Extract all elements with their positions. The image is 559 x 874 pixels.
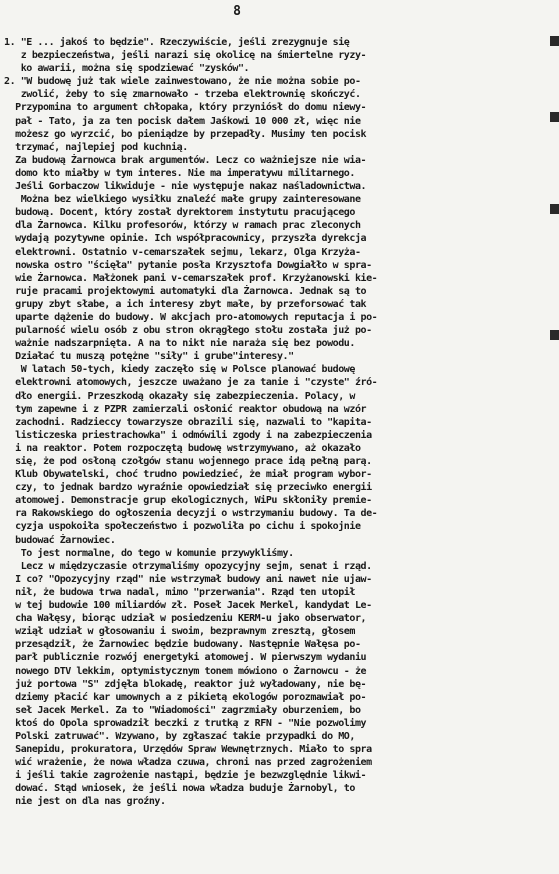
- text-line: cyzja uspokoiła społeczeństwo i pozwoliła po cichu i spokojnie: [4, 521, 361, 533]
- text-line: Polski zatruwać". Wzywano, by zgłaszać takie przypadki do MO,: [4, 730, 355, 742]
- text-line: i na reaktor. Potem rozpoczętą budowę wstrzymywano, aż okazało: [4, 442, 361, 454]
- text-line: grupy zbyt słabe, a ich interesy zbyt małe, by przeforsować tak: [4, 298, 367, 310]
- text-line: Można bez wielkiego wysiłku znaleźć małe grupy zainteresowane: [4, 194, 361, 206]
- text-line: wydają pozytywne opinie. Ich współpracownicy, przyszła dyrekcja: [4, 233, 367, 245]
- text-line: nowska ostro "ścięła" pytanie posła Krzysztofa Dowgiałło w spra-: [4, 259, 372, 271]
- text-line: dować. Stąd wniosek, że jeśli nowa władza buduje Żarnobyl, to: [4, 783, 355, 795]
- text-line: z bezpieczeństwa, jeśli narazi się okolicę na śmiertelne ryzy-: [4, 50, 367, 62]
- text-line: pularność wielu osób z obu stron okrągłego stołu została już po-: [4, 325, 372, 337]
- text-line: ko awarii, można się spodziewać "zysków".: [4, 63, 250, 75]
- text-line: Klub Obywatelski, choć trudno powiedzieć, że miał program wybor-: [4, 469, 372, 481]
- text-line: 1. "E ... jakoś to będzie". Rzeczywiście, jeśli zrezygnuje się: [4, 37, 350, 48]
- text-line: nił, że budowa trwa nadal, mimo "przerwania". Rząd ten utopił: [4, 586, 355, 598]
- text-line: Przypomina to argument chłopaka, który przyniósł do domu niewy-: [4, 102, 367, 114]
- text-line: Za budową Żarnowca brak argumentów. Lecz co ważniejsze nie wia-: [4, 154, 367, 166]
- text-line: zachodni. Radzieccy towarzysze obrazili się, nazwali to "kapita-: [4, 416, 372, 428]
- text-line: trzymać, najlepiej pod kuchnią.: [4, 141, 188, 153]
- text-line: zwolić, żeby to się zmarnowało - trzeba elektrownię skończyć.: [4, 89, 361, 101]
- text-line: pał - Tato, ja za ten pocisk dałem Jaśkowi 10 000 zł, więc nie: [4, 115, 361, 127]
- text-line: W latach 50-tych, kiedy zaczęło się w Polsce planować budowę: [4, 364, 355, 376]
- text-line: cha Wałęsy, biorąc udział w posiedzeniu KERM-u jako obserwator,: [4, 613, 367, 625]
- text-line: budową. Docent, który został dyrektorem instytutu pracującego: [4, 207, 355, 219]
- text-line: seł Jacek Merkel. Za to "Wiadomości" zagrzmiały oburzeniem, bo: [4, 704, 361, 716]
- text-line: nowego DTV lekkim, optymistycznym tonem mówiono o Żarnowcu - że: [4, 665, 367, 677]
- text-line: nie jest on dla nas groźny.: [4, 796, 166, 808]
- text-line: domo kto miałby w tym interes. Nie ma imperatywu militarnego.: [4, 167, 355, 179]
- text-line: czy, to jednak bardzo wyraźnie opowiedział się przeciwko energii: [4, 482, 372, 494]
- text-line: atomowej. Demonstracje grup ekologicznych, WiPu skłoniły premie-: [4, 495, 372, 507]
- text-line: dla Żarnowca. Kilku profesorów, którzy w ramach prac zleconych: [4, 220, 361, 232]
- text-line: Sanepidu, prokuratora, Urzędów Spraw Wewnętrznych. Miało to spra: [4, 744, 372, 756]
- text-line: w tej budowie 100 miliardów zł. Poseł Jacek Merkel, kandydat Le-: [4, 600, 372, 612]
- text-line: ruje pracami projektowymi automatyki dla Żarnowca. Jednak są to: [4, 285, 367, 297]
- text-line: ktoś do Opola sprowadził beczki z trutką z RFN - "Nie pozwolimy: [4, 717, 367, 729]
- text-line: listiczeska priestrachowka" i odmówili zgody i na zabezpieczenia: [4, 429, 372, 441]
- text-line: już portowa "S" zdjęła blokadę, reaktor już wyładowany, nie bę-: [4, 678, 367, 690]
- text-line: wziął udział w głosowaniu i swoim, bezprawnym zresztą, głosem: [4, 626, 355, 638]
- text-line: dło energii. Przeszkodą okazały się zabezpieczenia. Polacy, w: [4, 390, 355, 402]
- text-line: przesądził, że Żarnowiec będzie budowany. Następnie Wałęsa po-: [4, 639, 361, 651]
- text-line: I co? "Opozycyjny rząd" nie wstrzymał budowy ani nawet nie ujaw-: [4, 573, 372, 585]
- text-line: Jeśli Gorbaczow likwiduje - nie występuje nakaz naśladownictwa.: [4, 181, 367, 193]
- text-line: 2. "W budowę już tak wiele zainwestowano, że nie można sobie po-: [4, 76, 361, 88]
- text-line: możesz go wyrzcić, bo pieniądze by przepadły. Musimy ten pocisk: [4, 128, 367, 140]
- text-line: Lecz w międzyczasie otrzymaliśmy opozycyjny sejm, senat i rząd.: [4, 560, 372, 572]
- text-line: To jest normalne, do tego w komunie przywykliśmy.: [4, 547, 294, 559]
- text-line: wić wrażenie, że nowa władza czuwa, chroni nas przed zagrożeniem: [4, 757, 372, 769]
- article-body: [4, 36, 556, 809]
- text-line: budować Żarnowiec.: [4, 534, 116, 546]
- text-line: elektrowni atomowych, jeszcze uważano je za tanie i "czyste" źró-: [4, 377, 378, 389]
- text-line: ra Rakowskiego do ogłoszenia decyzji o wstrzymaniu budowy. Ta de-: [4, 508, 378, 520]
- text-line: Działać tu muszą potężne "siły" i grube"interesy.": [4, 351, 294, 363]
- text-line: elektrowni. Ostatnio v-cemarszałek sejmu, lekarz, Olga Krzyża-: [4, 246, 361, 258]
- text-line: tym zapewne i z PZPR zamierzali osłonić reaktor obudową na wzór: [4, 403, 367, 415]
- text-line: parł publicznie rozwój energetyki atomowej. W pierwszym wydaniu: [4, 652, 367, 664]
- text-line: i jeśli takie zagrożenie nastąpi, będzie je bezwzględnie likwi-: [4, 770, 367, 782]
- page-number: 8: [233, 4, 241, 19]
- text-line: ważnie nadszarpnięta. A na to nikt nie naraża się bez powodu.: [4, 338, 355, 350]
- text-line: się, że pod osłoną czołgów stanu wojennego prace idą pełną parą.: [4, 456, 372, 467]
- text-line: wie Żarnowca. Małżonek pani v-cemarszałek prof. Krzyżanowski kie-: [4, 272, 378, 284]
- text-line: dziemy płacić kar umownych a z pikietą ekologów porozmawiał po-: [4, 691, 367, 703]
- text-line: uparte dążenie do budowy. W akcjach pro-atomowych reputacja i po-: [4, 311, 378, 323]
